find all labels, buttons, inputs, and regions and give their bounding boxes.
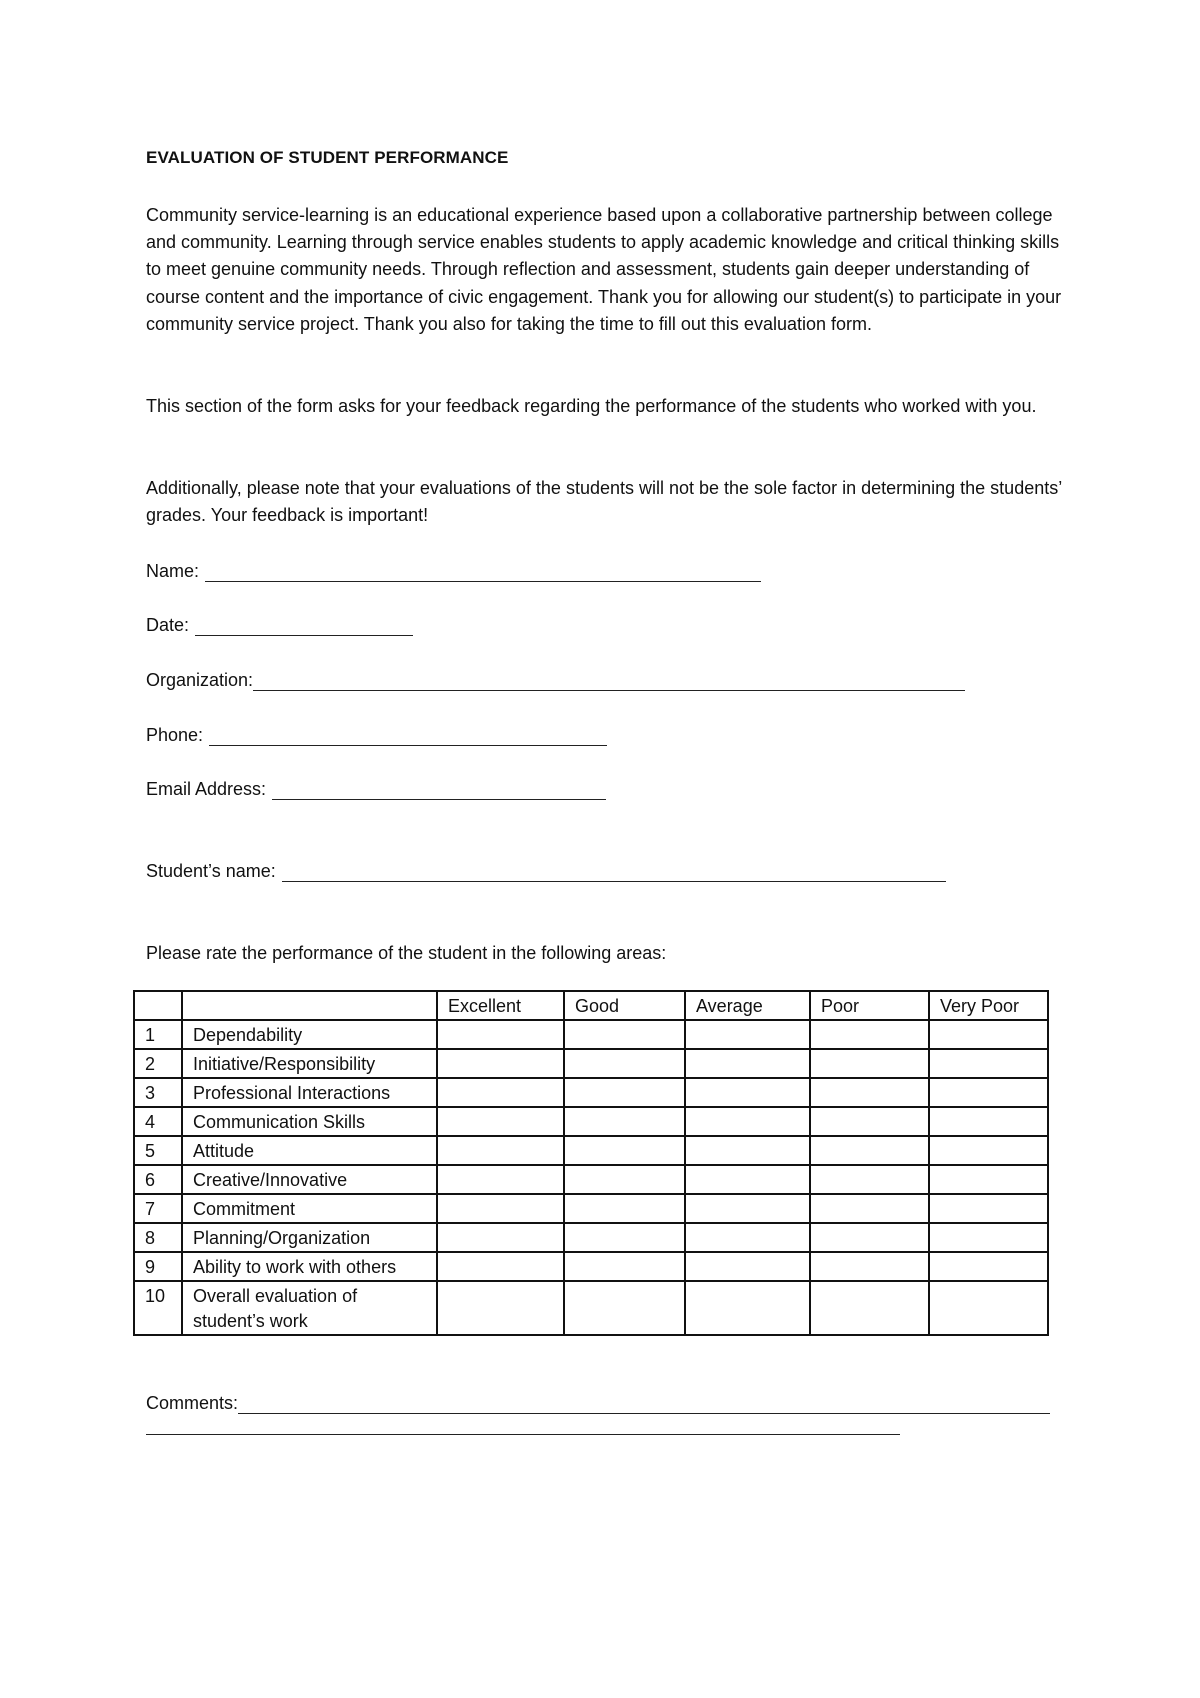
rating-cell[interactable] [437, 1165, 564, 1194]
email-input[interactable] [272, 779, 606, 800]
rating-cell[interactable] [929, 1252, 1048, 1281]
rating-cell[interactable] [437, 1252, 564, 1281]
rating-cell[interactable] [929, 1165, 1048, 1194]
column-header: Very Poor [929, 991, 1048, 1020]
rating-cell[interactable] [564, 1194, 685, 1223]
table-row [134, 1194, 1048, 1223]
phone-label: Phone: [146, 725, 204, 745]
intro-paragraph: Community service-learning is an educational experience based upon a collaborative partnership between college and community. Learning through service enables students to apply academic knowledge and critical thinking skills to meet genuine community needs. Through reflection and assessment, students gain deeper understanding of course content and the importance of civic engagement. Thank you for allowing our student(s) to participate in your community service project. Thank you also for taking the time to fill out this evaluation form. [146, 205, 1062, 334]
rating-cell[interactable] [437, 1107, 564, 1136]
rating-area-label: Creative/Innovative [182, 1165, 437, 1194]
rating-cell[interactable] [564, 1107, 685, 1136]
comments-input-line-2[interactable] [146, 1434, 900, 1435]
additional-note-paragraph: Additionally, please note that your evaluations of the students will not be the sole factor in determining the students’ grades. Your feedback is important! [146, 478, 1062, 526]
rating-cell[interactable] [810, 1107, 929, 1136]
comments-label: Comments: [146, 1393, 239, 1413]
organization-label: Organization: [146, 670, 254, 690]
date-label: Date: [146, 615, 190, 635]
rating-cell[interactable] [810, 1049, 929, 1078]
organization-input[interactable] [253, 670, 965, 691]
student-name-input[interactable] [282, 861, 946, 882]
comments-input[interactable] [238, 1393, 1050, 1414]
header-cell-num [134, 991, 182, 1020]
column-header: Good [564, 991, 685, 1020]
rating-cell[interactable] [564, 1165, 685, 1194]
ratings-header-row [134, 991, 1048, 1020]
table-row [134, 1252, 1048, 1281]
rating-prompt: Please rate the performance of the student in the following areas: [146, 943, 667, 963]
column-header: Average [685, 991, 810, 1020]
rating-cell[interactable] [437, 1136, 564, 1165]
comments-field [146, 1388, 1050, 1414]
phone-input[interactable] [209, 725, 607, 746]
phone-field [146, 720, 607, 746]
rating-cell[interactable] [929, 1281, 1048, 1335]
header-cell-area [182, 991, 437, 1020]
row-number: 3 [134, 1078, 182, 1107]
rating-cell[interactable] [810, 1165, 929, 1194]
row-number: 6 [134, 1165, 182, 1194]
ratings-table [133, 990, 1049, 1336]
rating-cell[interactable] [685, 1252, 810, 1281]
table-row [134, 1281, 1048, 1335]
row-number: 7 [134, 1194, 182, 1223]
rating-cell[interactable] [685, 1136, 810, 1165]
email-label: Email Address: [146, 779, 267, 799]
table-row [134, 1020, 1048, 1049]
rating-cell[interactable] [929, 1223, 1048, 1252]
rating-cell[interactable] [685, 1223, 810, 1252]
rating-cell[interactable] [564, 1078, 685, 1107]
row-number: 8 [134, 1223, 182, 1252]
rating-cell[interactable] [437, 1078, 564, 1107]
rating-cell[interactable] [929, 1078, 1048, 1107]
rating-cell[interactable] [564, 1252, 685, 1281]
email-field [146, 774, 606, 800]
rating-cell[interactable] [564, 1020, 685, 1049]
rating-area-label: Overall evaluation of student’s work [182, 1281, 437, 1335]
rating-cell[interactable] [685, 1165, 810, 1194]
table-row [134, 1223, 1048, 1252]
rating-cell[interactable] [437, 1049, 564, 1078]
row-number: 4 [134, 1107, 182, 1136]
rating-cell[interactable] [685, 1107, 810, 1136]
rating-cell[interactable] [685, 1020, 810, 1049]
organization-field [146, 665, 965, 691]
section-note-paragraph: This section of the form asks for your feedback regarding the performance of the students who worked with you. [146, 396, 1037, 416]
rating-cell[interactable] [685, 1281, 810, 1335]
rating-area-label: Attitude [182, 1136, 437, 1165]
date-field [146, 610, 413, 636]
name-field [146, 556, 761, 582]
name-label: Name: [146, 561, 200, 581]
row-number: 5 [134, 1136, 182, 1165]
rating-cell[interactable] [929, 1020, 1048, 1049]
student-name-label: Student’s name: [146, 861, 276, 881]
row-number: 10 [134, 1281, 182, 1335]
row-number: 9 [134, 1252, 182, 1281]
rating-cell[interactable] [437, 1194, 564, 1223]
rating-cell[interactable] [685, 1194, 810, 1223]
table-row [134, 1107, 1048, 1136]
rating-area-label: Communication Skills [182, 1107, 437, 1136]
name-input[interactable] [205, 561, 761, 582]
rating-area-label: Ability to work with others [182, 1252, 437, 1281]
rating-area-label: Dependability [182, 1020, 437, 1049]
rating-cell[interactable] [810, 1223, 929, 1252]
date-input[interactable] [195, 615, 413, 636]
rating-cell[interactable] [810, 1252, 929, 1281]
rating-cell[interactable] [810, 1078, 929, 1107]
rating-cell[interactable] [929, 1049, 1048, 1078]
row-number: 2 [134, 1049, 182, 1078]
rating-cell[interactable] [437, 1020, 564, 1049]
rating-cell[interactable] [810, 1136, 929, 1165]
rating-cell[interactable] [685, 1049, 810, 1078]
row-number: 1 [134, 1020, 182, 1049]
rating-cell[interactable] [564, 1136, 685, 1165]
rating-cell[interactable] [564, 1281, 685, 1335]
table-row [134, 1165, 1048, 1194]
rating-cell[interactable] [929, 1194, 1048, 1223]
rating-cell[interactable] [564, 1049, 685, 1078]
rating-area-label: Planning/Organization [182, 1223, 437, 1252]
column-header: Poor [810, 991, 929, 1020]
rating-cell[interactable] [929, 1136, 1048, 1165]
student-name-field [146, 856, 946, 882]
column-header: Excellent [437, 991, 564, 1020]
rating-area-label: Commitment [182, 1194, 437, 1223]
table-row [134, 1049, 1048, 1078]
rating-cell[interactable] [685, 1078, 810, 1107]
table-row [134, 1078, 1048, 1107]
rating-cell[interactable] [437, 1223, 564, 1252]
rating-cell[interactable] [564, 1223, 685, 1252]
rating-cell[interactable] [929, 1107, 1048, 1136]
rating-cell[interactable] [810, 1194, 929, 1223]
rating-cell[interactable] [437, 1281, 564, 1335]
rating-cell[interactable] [810, 1020, 929, 1049]
rating-area-label: Professional Interactions [182, 1078, 437, 1107]
table-row [134, 1136, 1048, 1165]
rating-cell[interactable] [810, 1281, 929, 1335]
rating-area-label: Initiative/Responsibility [182, 1049, 437, 1078]
page-title: EVALUATION OF STUDENT PERFORMANCE [146, 148, 509, 167]
